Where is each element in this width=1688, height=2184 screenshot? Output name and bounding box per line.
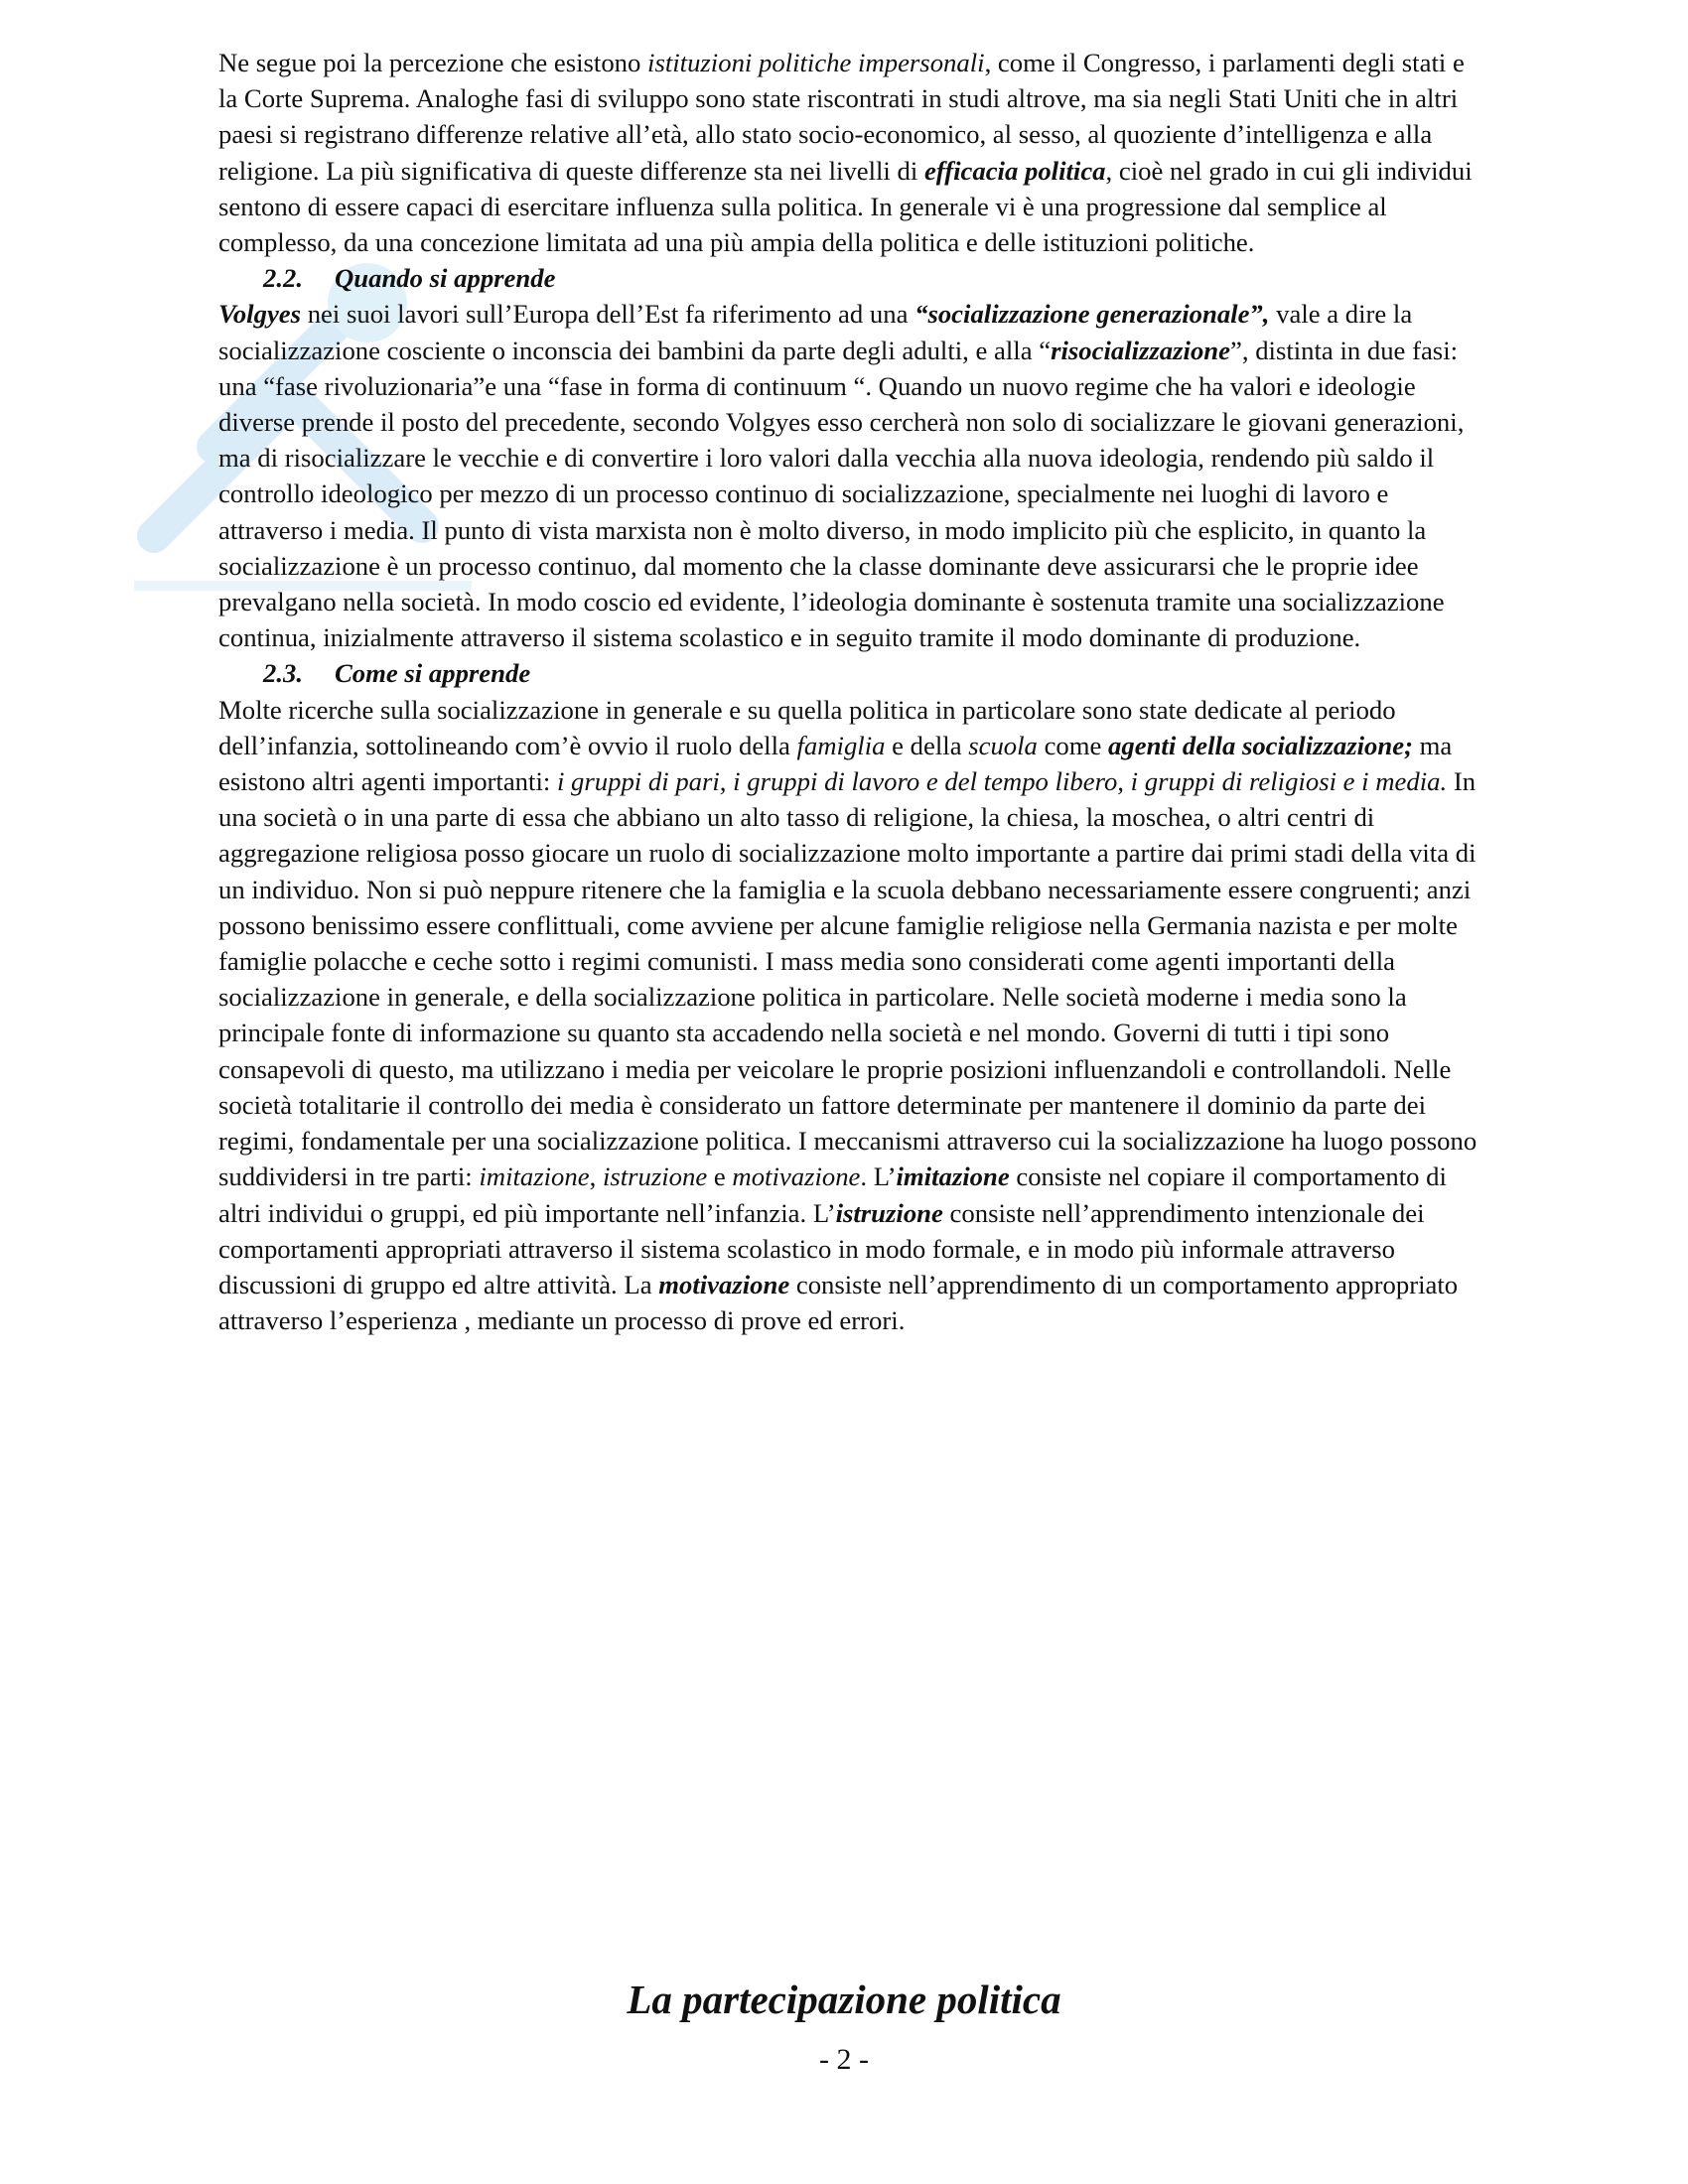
bold-term-istruzione: istruzione	[835, 1197, 943, 1228]
italic-term-istituzioni: istituzioni politiche impersonali	[647, 48, 985, 77]
text-run: Molte ricerche sulla socializzazione in generale e su quella politica in particolare sono state dedicate al periodo dell’infanzia, sottolineando com’è ovvio il ruolo della	[218, 694, 1396, 760]
text-run: e della	[885, 730, 969, 760]
text-run: e	[707, 1161, 733, 1192]
text-run: come	[1037, 730, 1109, 760]
text-run: ”, distinta in due fasi: una “fase rivoluzionaria”e una “fase in forma di continuum “. Quando un nuovo regime che ha valori e ideologie diverse prende il posto del precedente, secondo Volgyes esso cercherà non solo di socializzare le giovani generazioni, ma di risocializzare le vecchie e di convertire i loro valori dalla vecchia alla nuova ideologia, rendendo più saldo il controllo ideologico per mezzo di un processo continuo di socializzazione, specialmente nei luoghi di lavoro e attraverso i media. Il punto di vista marxista non è molto diverso, in modo implicito più che esplicito, in quanto la socializzazione è un processo continuo, dal momento che la classe dominante deve assicurarsi che le proprie idee prevalgano nella società. In modo coscio ed evidente, l’ideologia dominante è sostenuta tramite una socializzazione continua, inizialmente attraverso il sistema scolastico e in seguito tramite il modo dominante di produzione.	[218, 335, 1465, 653]
section-heading-2-2	[218, 260, 1479, 296]
text-run: In una società o in una parte di essa che abbiano un alto tasso di religione, la chiesa, la moschea, o altri centri di aggregazione religiosa posso giocare un ruolo di socializzazione molto importante a partire dai primi stadi della vita di un individuo. Non si può neppure ritenere che la famiglia e la scuola debbano necessariamente essere congruenti; anzi possono benissimo essere conflittuali, come avviene per alcune famiglie religiose nella Germania nazista e per molte famiglie polacche e ceche sotto i regimi comunisti. I mass media sono considerati come agenti importanti della socializzazione in generale, e della socializzazione politica in particolare. Nelle società moderne i media sono la principale fonte di informazione su quanto sta accadendo nella società e nel mondo. Governi di tutti i tipi sono consapevoli di questo, ma utilizzano i media per veicolare le proprie posizioni influenzandoli e controllandoli. Nelle società totalitarie il controllo dei media è considerato un fattore determinate per mantenere il dominio da parte dei regimi, fondamentale per una socializzazione politica. I meccanismi attraverso cui la socializzazione ha luogo possono suddividersi in tre parti:	[218, 766, 1477, 1192]
text-run: , cioè nel grado in cui gli individui sentono di essere capaci di esercitare influenza sulla politica. In generale vi è una progressione dal semplice al complesso, da una concezione limitata ad una più ampia della politica e delle istituzioni politiche.	[218, 155, 1473, 258]
document-body	[218, 45, 1479, 1338]
italic-term-istruzione: istruzione	[602, 1161, 708, 1192]
italic-term-famiglia: famiglia	[796, 730, 886, 760]
section-number: 2.2.	[263, 263, 304, 294]
paragraph-volgyes	[218, 296, 1479, 655]
text-run: consiste nell’apprendimento di un comportamento appropriato attraverso l’esperienza , mediante un processo di prove ed errori.	[218, 1269, 1459, 1336]
italic-term-motivazione: motivazione	[732, 1161, 861, 1192]
text-run: Ne segue poi la percezione che esistono	[218, 48, 648, 77]
section-title: Quando si apprende	[335, 263, 556, 294]
paragraph-percezione-istituzioni	[218, 45, 1479, 260]
bold-term-socializzazione-generazionale: “socializzazione generazionale”,	[914, 299, 1270, 330]
bold-term-agenti-socializzazione: agenti della socializzazione;	[1108, 730, 1413, 760]
section-number: 2.3.	[263, 658, 304, 689]
text-run: vale a dire la socializzazione cosciente o inconscia dei bambini da parte degli adulti, e alla “	[218, 299, 1413, 365]
bold-term-imitazione: imitazione	[896, 1161, 1010, 1192]
bold-term-volgyes: Volgyes	[218, 299, 302, 330]
italic-term-imitazione: imitazione	[479, 1161, 590, 1192]
bold-term-efficacia-politica: efficacia politica	[923, 155, 1106, 186]
text-run: , come il Congresso, i parlamenti degli stati e la Corte Suprema. Analoghe fasi di sviluppo sono state riscontrati in studi altrove, ma sia negli Stati Uniti che in altri paesi si registrano differenze relative all’età, allo stato socio-economico, al sesso, al quoziente d’intelligenza e alla religione. La più significativa di queste differenze sta nei livelli di	[218, 48, 1465, 186]
italic-term-scuola: scuola	[968, 730, 1038, 760]
text-run: . L’	[860, 1161, 897, 1192]
italic-term-altri-agenti: i gruppi di pari, i gruppi di lavoro e del tempo libero, i gruppi di religiosi e i media.	[556, 766, 1448, 797]
text-run: consiste nel copiare il comportamento di altri individui o gruppi, ed più importante nell’infanzia. L’	[218, 1161, 1447, 1228]
section-title: Come si apprende	[335, 658, 531, 689]
text-run: ma esistono altri agenti importanti:	[218, 730, 1453, 797]
text-run: nei suoi lavori sull’Europa dell’Est fa riferimento ad una	[301, 299, 915, 330]
footer-title: La partecipazione politica	[627, 1977, 1061, 2022]
bold-term-motivazione: motivazione	[658, 1269, 790, 1299]
bold-term-risocializzazione: risocializzazione	[1051, 335, 1230, 365]
section-heading-2-3	[218, 655, 1479, 691]
text-run: ,	[589, 1161, 603, 1192]
paragraph-agenti-socializzazione	[218, 692, 1479, 1339]
page-number: - 2 -	[819, 2043, 869, 2076]
text-run: consiste nell’apprendimento intenzionale dei comportamenti appropriati attraverso il sistema scolastico in modo formale, e in modo più informale attraverso discussioni di gruppo ed altre attività. La	[218, 1197, 1425, 1299]
